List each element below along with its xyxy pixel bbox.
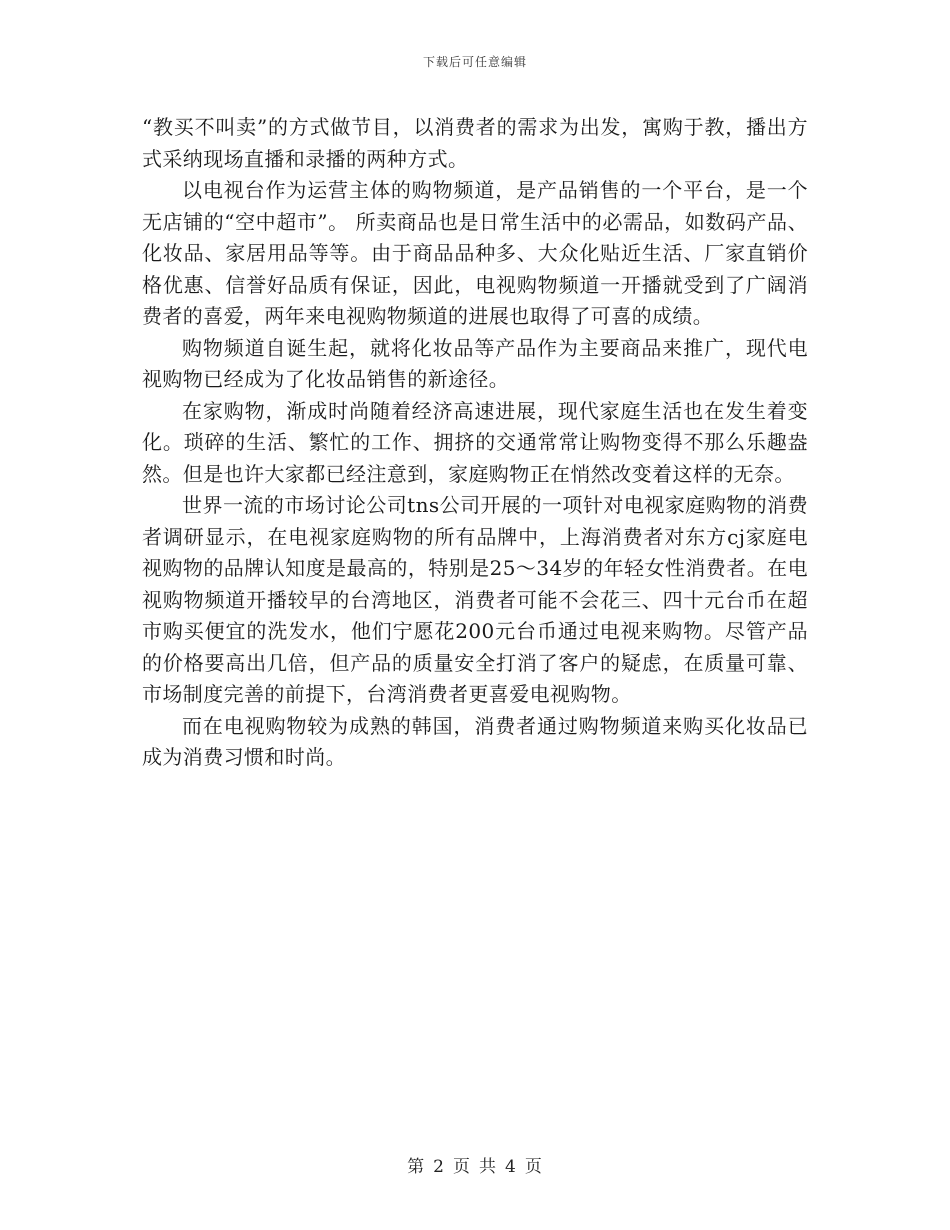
footer-total-label: 共 (479, 1157, 497, 1177)
paragraph-home-shopping: 在家购物，渐成时尚随着经济高速进展，现代家庭生活也在发生着变化。琐碎的生活、繁忙的工作、拥挤的交通常常让购物变得不那么乐趣盎然。但是也许大家都已经注意到，家庭购物正在悄然改变着这样的无奈。 (142, 398, 808, 486)
page-footer (0, 1152, 950, 1177)
footer-page-label: 第 (407, 1157, 426, 1177)
paragraph-market-research: 世界一流的市场讨论公司tns公司开展的一项针对电视家庭购物的消费者调研显示，在电视家庭购物的所有品牌中，上海消费者对东方cj家庭电视购物的品牌认知度是最高的，特别是25～34岁的年轻女性消费者。在电视购物频道开播较早的台湾地区，消费者可能不会花三、四十元台币在超市购买便宜的洗发水，他们宁愿花200元台币通过电视来购物。尽管产品的价格要高出几倍，但产品的质量安全打消了客户的疑虑，在质量可靠、市场制度完善的前提下，台湾消费者更喜爱电视购物。 (142, 493, 808, 706)
paragraph-continuation: “教买不叫卖”的方式做节目，以消费者的需求为出发，寓购于教，播出方式采纳现场直播和录播的两种方式。 (142, 115, 808, 171)
footer-total-unit: 页 (524, 1157, 543, 1177)
paragraph-shopping-channel: 以电视台作为运营主体的购物频道，是产品销售的一个平台，是一个无店铺的“空中超市”。 所卖商品也是日常生活中的必需品，如数码产品、化妆品、家居用品等等。由于商品品种多、大众化贴近生活、厂家直销价格优惠、信誉好品质有保证，因此，电视购物频道一开播就受到了广阔消费者的喜爱，两年来电视购物频道的进展也取得了可喜的成绩。 (142, 178, 808, 328)
paragraph-cosmetics: 购物频道自诞生起，就将化妆品等产品作为主要商品来推广，现代电视购物已经成为了化妆品销售的新途径。 (142, 335, 808, 391)
footer-page-unit: 页 (453, 1157, 471, 1177)
paragraph-korea: 而在电视购物较为成熟的韩国，消费者通过购物频道来购买化妆品已成为消费习惯和时尚。 (142, 713, 808, 769)
page-header: 下载后可任意编辑 (422, 55, 527, 69)
document-body (142, 112, 808, 774)
footer-current-page: 2 (433, 1157, 445, 1177)
footer-total-pages: 4 (505, 1157, 517, 1177)
